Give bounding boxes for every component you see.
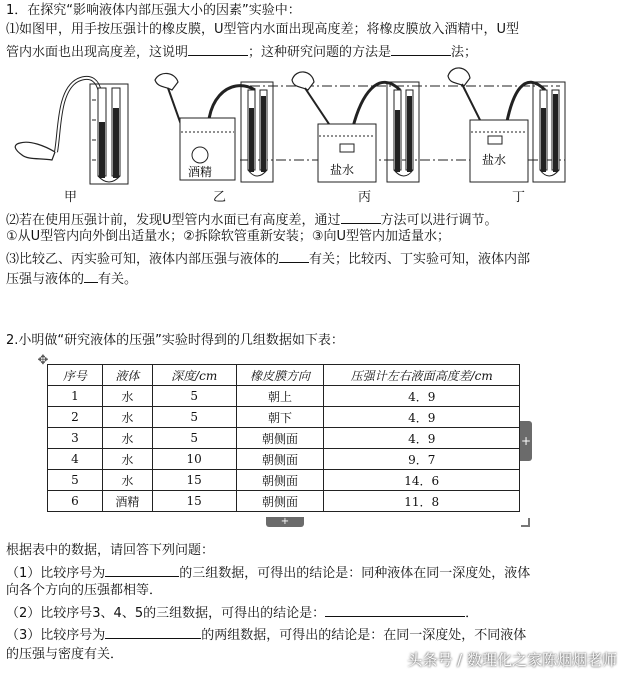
cell-index: 3 <box>48 428 103 449</box>
header-membrane: 橡皮膜方向 <box>236 365 324 386</box>
hand-ding <box>448 68 470 86</box>
cell-membrane: 朝侧面 <box>236 470 324 491</box>
cell-membrane: 朝下 <box>236 407 324 428</box>
hand-yi <box>155 73 178 90</box>
cell-membrane: 朝侧面 <box>236 428 324 449</box>
hand-bing <box>292 72 314 90</box>
add-column-button[interactable]: + <box>520 421 532 461</box>
q2-answer3-part-b: 的两组数据，可得出的结论是：在同一深度处，不同液体 <box>201 628 527 643</box>
cell-liquid: 水 <box>102 449 152 470</box>
table-row <box>48 386 520 407</box>
q1-line6-part-a: 压强与液体的 <box>6 272 85 287</box>
q1-line1: ⑴如图甲，用手按压强计的橡皮膜，U型管内水面出现高度差；将橡皮膜放入酒精中，U型 <box>6 22 520 37</box>
fig-label-bing: 丙 <box>358 190 372 205</box>
cell-liquid: 水 <box>102 428 152 449</box>
figure-jia <box>15 78 128 184</box>
cell-liquid: 水 <box>102 386 152 407</box>
q2-intro: 2.小明做“研究液体的压强”实验时得到的几组数据如下表： <box>6 333 344 348</box>
q1-line5 <box>6 248 530 269</box>
cell-height-diff: 11．8 <box>324 491 520 512</box>
blank-7 <box>325 602 465 617</box>
blank-3 <box>341 209 381 224</box>
q1-line3-part-b: 方法可以进行调节。 <box>380 213 498 228</box>
cell-depth: 15 <box>152 491 236 512</box>
liquid-label-yi: 酒精 <box>188 165 213 179</box>
q1-line4: ①从U型管内向外倒出适量水；②拆除软管重新安装；③向U型管内加适量水； <box>6 229 450 244</box>
data-table <box>47 364 520 512</box>
cell-liquid: 水 <box>102 470 152 491</box>
q2-answer1-part-a: （1）比较序号为 <box>6 566 106 581</box>
table-row <box>48 407 520 428</box>
cell-membrane: 朝上 <box>236 386 324 407</box>
q2-answer1-part-b: 的三组数据，可得出的结论是：同种液体在同一深度处，液体 <box>179 566 531 581</box>
figure-ding <box>448 68 565 182</box>
q2-answer1 <box>6 562 530 583</box>
cell-index: 5 <box>48 470 103 491</box>
table-row <box>48 449 520 470</box>
header-index: 序号 <box>48 365 103 386</box>
blank-5 <box>84 268 98 283</box>
cell-index: 6 <box>48 491 103 512</box>
q2-answer2 <box>6 602 478 623</box>
q2-answer1-cont: 向各个方向的压强都相等． <box>6 583 163 598</box>
blank-8 <box>105 624 201 639</box>
cell-height-diff: 9．7 <box>324 449 520 470</box>
blank-2 <box>391 41 451 56</box>
q1-line2-part-b: ；这种研究问题的方法是 <box>248 45 392 60</box>
blank-4 <box>279 248 309 263</box>
figure-yi <box>155 73 273 182</box>
q1-line3 <box>6 209 498 230</box>
cell-index: 1 <box>48 386 103 407</box>
add-row-button[interactable]: + <box>266 517 304 527</box>
cell-index: 2 <box>48 407 103 428</box>
table-resize-handle[interactable] <box>521 518 530 527</box>
header-liquid: 液体 <box>102 365 152 386</box>
table-header-row <box>48 365 520 386</box>
q1-line2 <box>6 41 477 62</box>
hose-jia <box>56 78 100 152</box>
q2-answer3-cont: 的压强与密度有关． <box>6 647 124 662</box>
q1-line2-part-a: 管内水面也出现高度差，这说明 <box>6 45 189 60</box>
cell-liquid: 水 <box>102 407 152 428</box>
q2-answer2-part-a: （2）比较序号3、4、5的三组数据，可得出的结论是： <box>6 606 326 621</box>
table-move-handle[interactable]: ✥ <box>37 353 49 368</box>
cell-membrane: 朝侧面 <box>236 491 324 512</box>
fig-label-ding: 丁 <box>512 190 526 205</box>
liquid-label-bing: 盐水 <box>330 163 355 177</box>
cell-depth: 5 <box>152 407 236 428</box>
cell-height-diff: 14．6 <box>324 470 520 491</box>
q1-line5-part-a: ⑶比较乙、丙实验可知，液体内部压强与液体的 <box>6 252 280 267</box>
q2-answer2-part-b: ． <box>465 606 479 621</box>
cell-depth: 5 <box>152 386 236 407</box>
q1-line5-part-b: 有关；比较丙、丁实验可知，液体内部 <box>309 252 531 267</box>
table-row <box>48 491 520 512</box>
q1-line2-part-c: 法； <box>451 45 478 60</box>
table-row <box>48 470 520 491</box>
hand-jia <box>15 142 55 160</box>
q2-answer3-part-a: （3）比较序号为 <box>6 628 106 643</box>
fig-label-yi: 乙 <box>213 190 227 205</box>
q1-line6 <box>6 268 137 289</box>
cell-depth: 5 <box>152 428 236 449</box>
fig-label-jia: 甲 <box>64 190 78 205</box>
header-height-diff: 压强计左右液面高度差/cm <box>324 365 520 386</box>
header-depth: 深度/cm <box>152 365 236 386</box>
cell-index: 4 <box>48 449 103 470</box>
cell-height-diff: 4．9 <box>324 428 520 449</box>
cell-height-diff: 4．9 <box>324 386 520 407</box>
cell-membrane: 朝侧面 <box>236 449 324 470</box>
q1-line3-part-a: ⑵若在使用压强计前，发现U型管内水面已有高度差，通过 <box>6 213 341 228</box>
q1-line6-part-b: 有关。 <box>98 272 138 287</box>
apparatus-figure <box>0 60 625 205</box>
q2-prompt: 根据表中的数据，请回答下列问题： <box>6 543 215 558</box>
cell-depth: 10 <box>152 449 236 470</box>
blank-6 <box>105 562 179 577</box>
liquid-label-ding: 盐水 <box>482 153 507 167</box>
q2-answer3 <box>6 624 526 645</box>
watermark: 头条号 / 数理化之家陈烟烟老师 <box>407 651 617 669</box>
figure-bing <box>292 72 419 182</box>
q1-title: 1．在探究“影响液体内部压强大小的因素”实验中： <box>6 3 301 18</box>
cell-depth: 15 <box>152 470 236 491</box>
cell-liquid: 酒精 <box>102 491 152 512</box>
blank-1 <box>188 41 248 56</box>
cell-height-diff: 4．9 <box>324 407 520 428</box>
table-row <box>48 428 520 449</box>
beaker-ding <box>470 120 528 182</box>
